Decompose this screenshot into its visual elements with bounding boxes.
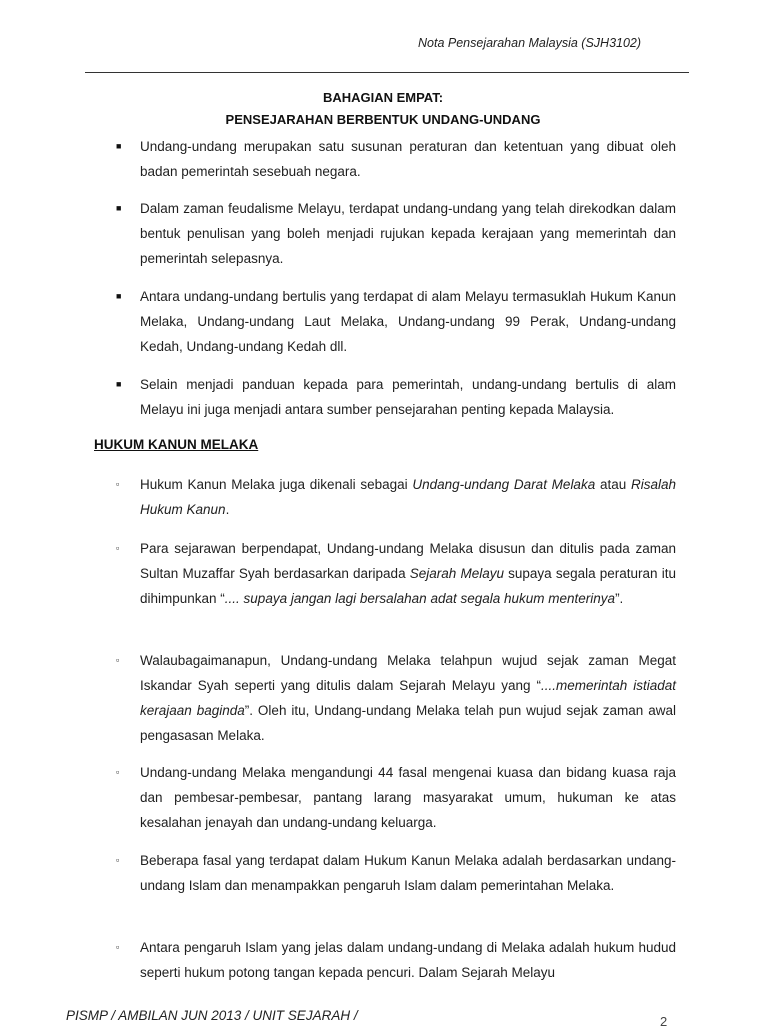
text-run: Para sejarawan berpendapat, Undang-undang Melaka disusun dan ditulis pada zaman Sultan Muzaffar Syah berdasarkan daripada — [140, 541, 676, 581]
italic-run: ....memerintah istiadat kerajaan baginda — [140, 678, 676, 718]
hollow-square-bullet-icon: ▫ — [116, 855, 120, 865]
intro-paragraph — [116, 372, 676, 422]
intro-paragraph — [116, 284, 676, 359]
paragraph-text — [140, 760, 676, 835]
paragraph-text — [140, 536, 676, 611]
paragraph-text — [140, 472, 676, 522]
hollow-square-bullet-icon: ▫ — [116, 479, 120, 489]
chapter-subtitle: PENSEJARAHAN BERBENTUK UNDANG-UNDANG — [225, 112, 541, 127]
text-run: . — [225, 502, 230, 517]
hollow-square-bullet-icon: ▫ — [116, 767, 120, 777]
paragraph-text — [140, 848, 676, 898]
square-bullet-icon: ■ — [116, 203, 122, 213]
header-rule — [85, 72, 689, 73]
page-footer: PISMP / AMBILAN JUN 2013 / UNIT SEJARAH / — [66, 1008, 358, 1023]
section-heading: HUKUM KANUN MELAKA — [94, 437, 259, 452]
square-bullet-icon: ■ — [116, 141, 122, 151]
section-point — [116, 472, 676, 522]
page-number: 2 — [660, 1014, 668, 1029]
chapter-title: BAHAGIAN EMPAT: — [322, 90, 444, 105]
intro-paragraph — [116, 134, 676, 184]
section-point — [116, 648, 676, 748]
italic-run: Sejarah Melayu — [409, 566, 504, 581]
paragraph-text — [140, 935, 676, 985]
text-run: atau — [595, 477, 631, 492]
text-run: ”. — [615, 591, 624, 606]
square-bullet-icon: ■ — [116, 379, 122, 389]
square-bullet-icon: ■ — [116, 291, 122, 301]
text-run: Hukum Kanun Melaka juga dikenali sebagai — [140, 477, 413, 492]
paragraph-text: Dalam zaman feudalisme Melayu, terdapat undang-undang yang telah direkodkan dalam bentuk penulisan yang boleh menjadi rujukan kepada kerajaan yang memerintah dan pemerintah selepasnya. — [140, 201, 676, 266]
text-run: Beberapa fasal yang terdapat dalam Hukum Kanun Melaka adalah berdasarkan undang-undang Islam dan menampakkan pengaruh Islam dalam pemerintahan Melaka. — [140, 853, 676, 893]
paragraph-text: Undang-undang merupakan satu susunan peraturan dan ketentuan yang dibuat oleh badan pemerintah sesebuah negara. — [140, 139, 676, 179]
text-run: Antara pengaruh Islam yang jelas dalam undang-undang di Melaka adalah hukum hudud seperti hukum potong tangan kepada pencuri. Dalam Sejarah Melayu — [140, 940, 676, 980]
running-header: Nota Pensejarahan Malaysia (SJH3102) — [418, 36, 642, 50]
hollow-square-bullet-icon: ▫ — [116, 655, 120, 665]
italic-run: .... supaya jangan lagi bersalahan adat segala hukum menterinya — [224, 591, 616, 606]
paragraph-text: Antara undang-undang bertulis yang terdapat di alam Melayu termasuklah Hukum Kanun Melaka, Undang-undang Laut Melaka, Undang-undang 99 Perak, Undang-undang Kedah, Undang-undang Kedah dll. — [140, 289, 676, 354]
hollow-square-bullet-icon: ▫ — [116, 942, 120, 952]
text-run: Walaubagaimanapun, Undang-undang Melaka telahpun wujud sejak zaman Megat Iskandar Syah seperti yang ditulis dalam Sejarah Melayu yang “ — [140, 653, 676, 693]
text-run: supaya segala peraturan itu dihimpunkan “ — [140, 566, 676, 606]
italic-run: Undang-undang Darat Melaka — [412, 477, 596, 492]
intro-paragraph — [116, 196, 676, 271]
paragraph-text — [140, 648, 676, 748]
italic-run: Risalah Hukum Kanun — [140, 477, 677, 517]
section-point — [116, 848, 676, 898]
section-point — [116, 935, 676, 985]
text-run: ”. Oleh itu, Undang-undang Melaka telah pun wujud sejak zaman awal pengasasan Melaka. — [140, 703, 676, 743]
section-point — [116, 760, 676, 835]
paragraph-text: Selain menjadi panduan kepada para pemerintah, undang-undang bertulis di alam Melayu ini juga menjadi antara sumber pensejarahan penting kepada Malaysia. — [140, 377, 676, 417]
hollow-square-bullet-icon: ▫ — [116, 543, 120, 553]
text-run: Undang-undang Melaka mengandungi 44 fasal mengenai kuasa dan bidang kuasa raja dan pembesar-pembesar, pantang larang masyarakat umum, hukuman ke atas kesalahan jenayah dan undang-undang keluarga. — [140, 765, 676, 830]
section-point — [116, 536, 676, 611]
